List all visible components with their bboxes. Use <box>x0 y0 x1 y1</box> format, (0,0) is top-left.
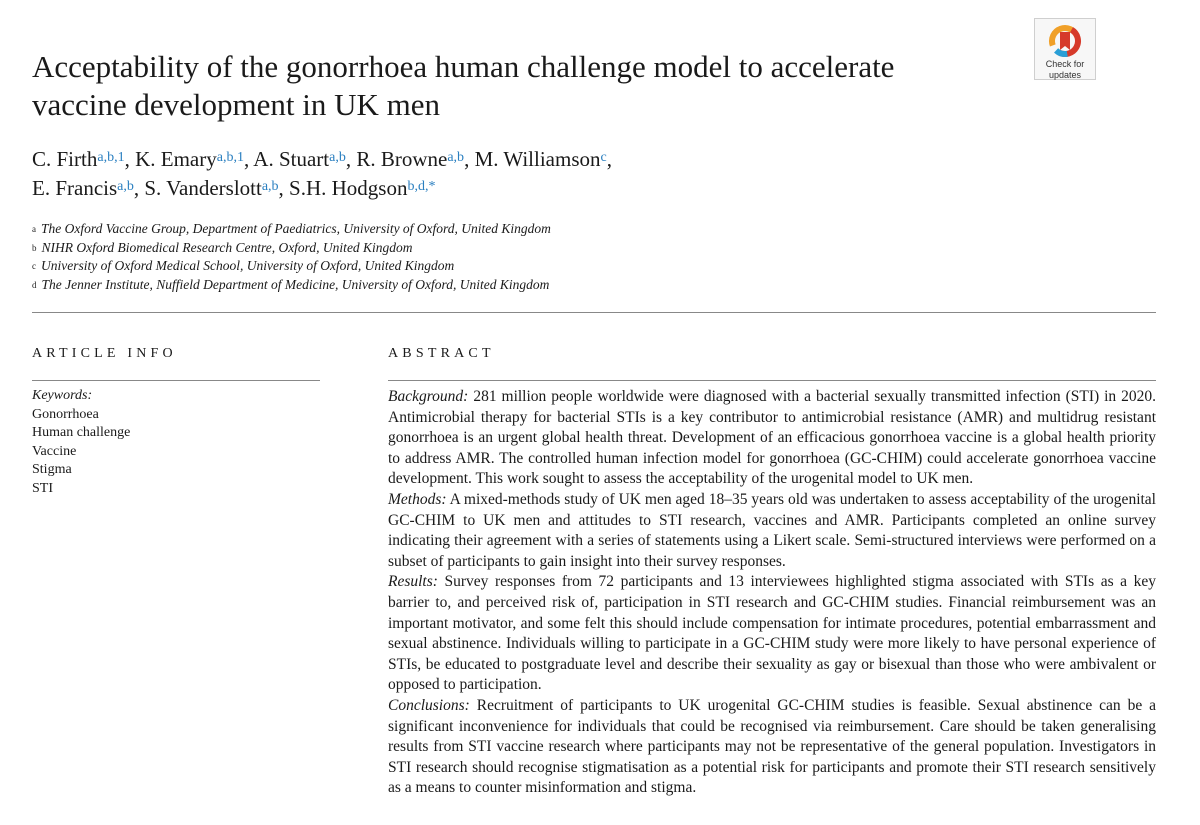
article-info-heading: ARTICLE INFO <box>32 346 177 361</box>
affiliation: $^d$ The Jenner Institute, Nuffield Department of Medicine, University of Oxford, United Kingdom <box>32 276 550 292</box>
author[interactable]: C. Firth$^{a,b,1}$, <box>32 147 136 171</box>
keywords-label: Keywords: <box>32 388 93 403</box>
author[interactable]: M. Williamson$^c$, <box>474 147 612 171</box>
abstract-heading: ABSTRACT <box>388 346 495 361</box>
author[interactable]: S. Vanderslott$^{a,b}$, <box>144 176 290 200</box>
abstract-conclusions: Conclusions: Recruitment of participants to UK urogenital GC-CHIM studies is feasible. Sexual abstinence can be a significant inconvenience for individuals that could be recognised via reimbursement. Care should be taken generalising results from STI vaccine research where participants may not be representative of the general population. Investigators in STI research should recognise stigmatisation as a potential risk for participants and promote their STI research sensitively as a means to counter misinformation and stigma. <box>388 696 1156 797</box>
badge-line1: Check for <box>1045 59 1085 69</box>
article-title: Acceptability of the gonorrhoea human challenge model to accelerate vaccine development in UK men <box>32 49 895 122</box>
badge-line2: updates <box>1048 70 1082 80</box>
abstract-background: Background: 281 million people worldwide were diagnosed with a bacterial sexually transmitted infection (STI) in 2020. Antimicrobial therapy for bacterial STIs is a key contributor to antimicrobial resistance (AMR) and multidrug resistant gonorrhoea is an urgent global health threat. Development of an efficacious gonorrhoea vaccine is a global health priority to address AMR. The controlled human infection model for gonorrhoea (GC-CHIM) could accelerate gonorrhoea vaccine development. This work sought to assess the acceptability of the urogenital model to UK men. <box>388 388 1156 488</box>
abstract-results: Results: Survey responses from 72 participants and 13 interviewees highlighted stigma associated with STIs as a key barrier to, and perceived risk of, participation in STI research and GC-CHIM studies. Financial reimbursement was an important motivator, and some felt this should include compensation for intimate procedures, potential embarrassment and sexual abstinence. Individuals willing to participate in a GC-CHIM study were more likely to have personal experience of STIs, be educated to postgraduate level and describe their sexuality as gay or bisexual than those who were ambivalent or opposed to participation. <box>388 573 1157 694</box>
author[interactable]: R. Browne$^{a,b}$, <box>356 147 475 171</box>
keyword: STI <box>32 480 53 496</box>
abstract-methods: Methods: A mixed-methods study of UK men aged 18–35 years old was undertaken to assess acceptability of the urogenital GC-CHIM to UK men and attitudes to STI research, vaccines and AMR. Participants completed an online survey indicating their agreement with a series of statements using a Likert scale. Semi-structured interviews were performed on a subset of participants to gain insight into their survey responses. <box>388 490 1156 570</box>
author[interactable]: E. Francis$^{a,b}$, <box>32 176 145 200</box>
check-for-updates-icon <box>1048 24 1082 58</box>
author[interactable]: K. Emary$^{a,b,1}$, <box>135 147 254 171</box>
divider <box>388 380 1156 381</box>
keyword: Stigma <box>32 462 72 477</box>
affiliation: $^c$ University of Oxford Medical School, University of Oxford, United Kingdom <box>32 258 455 273</box>
divider <box>32 312 1156 313</box>
divider <box>32 380 320 381</box>
abstract-body <box>388 387 1156 799</box>
keywords-block <box>32 387 312 498</box>
affiliation-list <box>32 220 932 294</box>
author[interactable]: S.H. Hodgson$^{b,d,*}$ <box>289 176 436 200</box>
check-for-updates-badge[interactable] <box>1034 18 1096 80</box>
keyword: Human challenge <box>32 425 131 440</box>
author[interactable]: A. Stuart$^{a,b}$, <box>253 147 357 171</box>
affiliation: $^b$ NIHR Oxford Biomedical Research Centre, Oxford, United Kingdom <box>32 239 413 255</box>
author-list <box>32 145 1032 203</box>
affiliation: $^a$ The Oxford Vaccine Group, Department of Paediatrics, University of Oxford, United Kingdom <box>32 221 551 236</box>
keyword: Gonorrhoea <box>32 406 99 422</box>
keyword: Vaccine <box>32 443 77 459</box>
